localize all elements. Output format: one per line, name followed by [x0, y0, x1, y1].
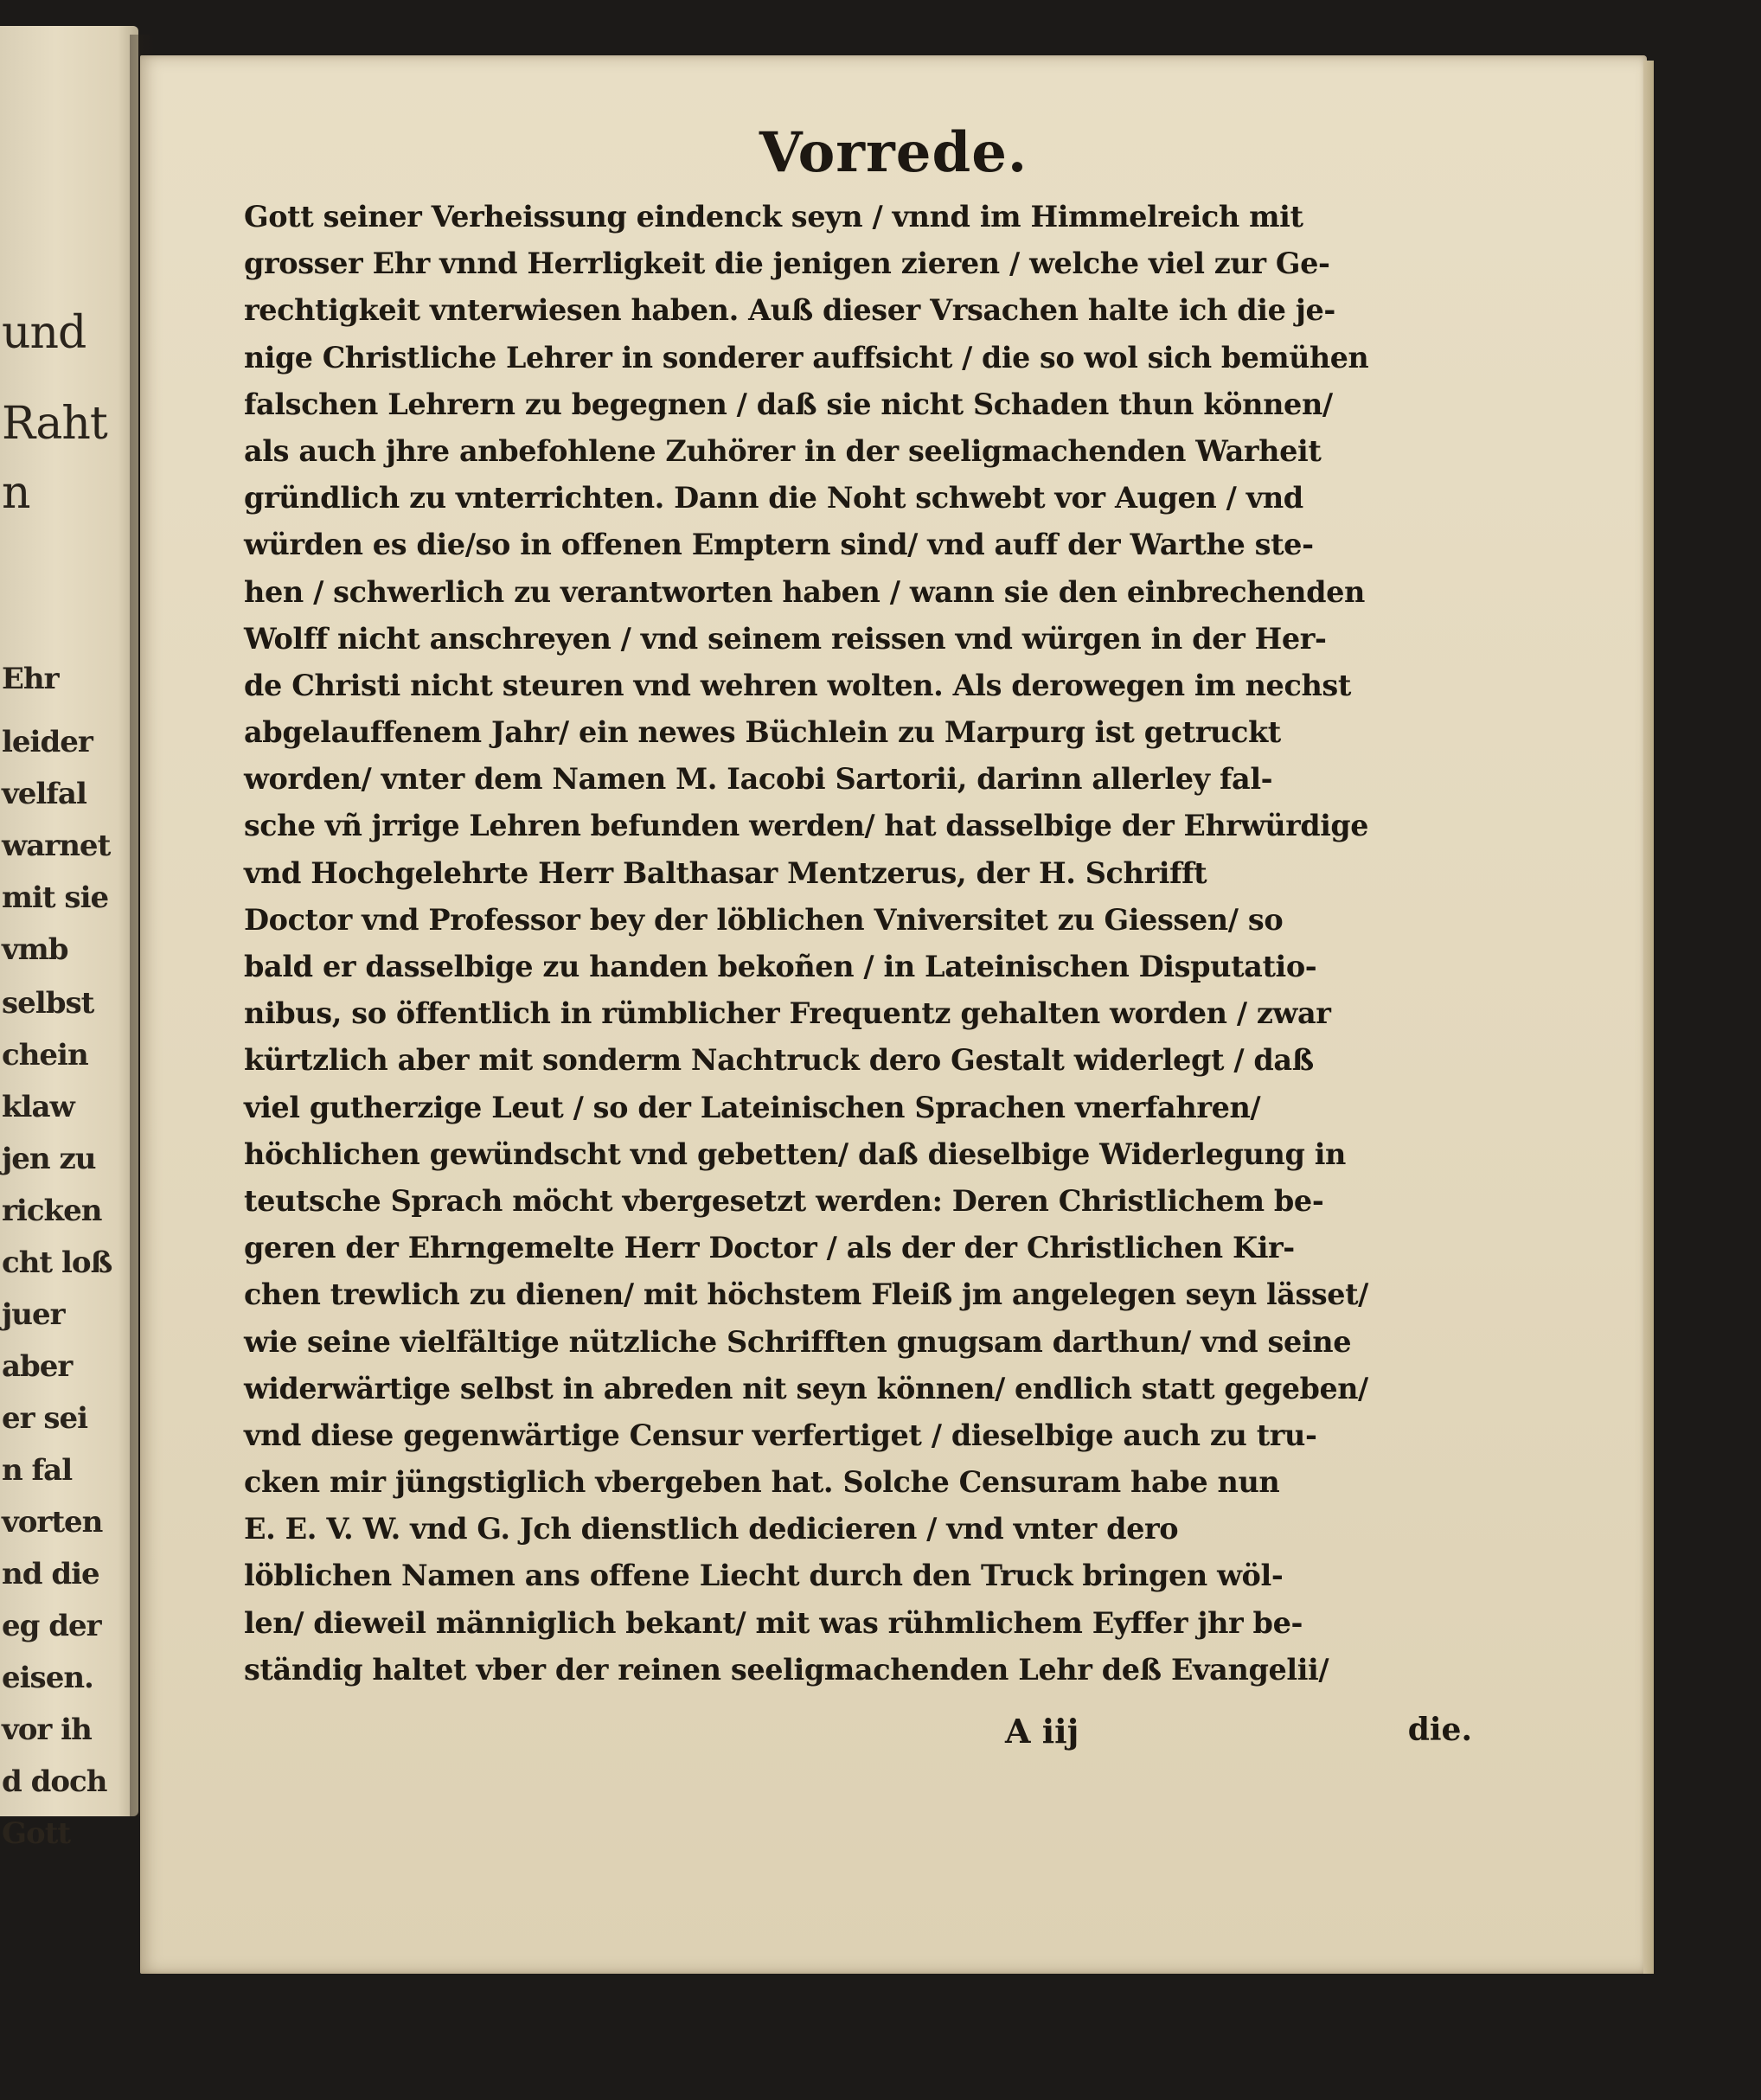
text-line: Gott seiner Verheissung eindenck seyn / vnnd im Himmelreich mit: [244, 200, 1303, 234]
left-page-fragment: selbst: [2, 986, 94, 1021]
left-page-fragment: velfal: [2, 777, 86, 811]
left-page-fragment: Ehr: [2, 662, 59, 696]
left-page-fragment: mit sie: [2, 880, 109, 915]
left-page-fragment: ricken: [2, 1194, 102, 1228]
text-line: viel gutherzige Leut / so der Lateinischen Sprachen vnerfahren/: [244, 1090, 1261, 1124]
text-line: len/ dieweil männiglich bekant/ mit was rühmlichem Eyffer jhr be-: [244, 1605, 1303, 1640]
text-line: widerwärtige selbst in abreden nit seyn können/ endlich statt gegeben/: [244, 1371, 1368, 1405]
text-line: de Christi nicht steuren vnd wehren wolten. Als derowegen im nechst: [244, 668, 1351, 702]
left-page-fragment: leider: [2, 725, 93, 759]
text-line: nibus, so öffentlich in rümblicher Frequentz gehalten worden / zwar: [244, 996, 1331, 1031]
left-page-fragment: n: [2, 467, 30, 519]
left-page-fragment: eisen.: [2, 1661, 93, 1695]
text-line: Wolff nicht anschreyen / vnd seinem reissen vnd würgen in der Her-: [244, 621, 1327, 656]
left-page-fragment: eg der: [2, 1609, 101, 1643]
signature-mark: A iij: [1005, 1712, 1079, 1751]
left-page-fragment: cht loß: [2, 1245, 112, 1280]
left-page-fragment: Raht: [2, 398, 107, 450]
left-page-fragment: klaw: [2, 1090, 74, 1124]
text-line: hen / schwerlich zu verantworten haben / wann sie den einbrechenden: [244, 574, 1365, 609]
text-line: ständig haltet vber der reinen seeligmachenden Lehr deß Evangelii/: [244, 1652, 1329, 1687]
text-line: vnd Hochgelehrte Herr Balthasar Mentzerus, der H. Schrifft: [244, 855, 1207, 890]
left-page-fragment: chein: [2, 1038, 88, 1072]
text-line: Doctor vnd Professor bey der löblichen Vniversitet zu Giessen/ so: [244, 902, 1284, 937]
text-line: gründlich zu vnterrichten. Dann die Noht schwebt vor Augen / vnd: [244, 481, 1303, 515]
text-line: worden/ vnter dem Namen M. Iacobi Sartorii, darinn allerley fal-: [244, 762, 1273, 797]
text-line: bald er dasselbige zu handen bekoñen / in Lateinischen Disputatio-: [244, 950, 1317, 983]
text-line: vnd diese gegenwärtige Censur verfertiget / dieselbige auch zu tru-: [244, 1418, 1317, 1452]
text-line: geren der Ehrngemelte Herr Doctor / als der der Christlichen Kir-: [244, 1231, 1295, 1265]
left-page-fragment: Gott: [2, 1816, 71, 1851]
running-head: Vorrede.: [759, 120, 1028, 185]
text-line: cken mir jüngstiglich vbergeben hat. Solche Censuram habe nun: [244, 1465, 1280, 1500]
left-page-fragment: warnet: [2, 829, 111, 863]
left-page-fragment: d doch: [2, 1764, 107, 1799]
text-line: als auch jhre anbefohlene Zuhörer in der seeligmachenden Warheit: [244, 433, 1322, 468]
text-line: würden es die/so in offenen Emptern sind/ vnd auff der Warthe ste-: [244, 528, 1314, 562]
text-line: chen trewlich zu dienen/ mit höchstem Fleiß jm angelegen seyn lässet/: [244, 1277, 1368, 1312]
text-line: löblichen Namen ans offene Liecht durch den Truck bringen wöl-: [244, 1559, 1284, 1593]
text-line: sche vñ jrrige Lehren befunden werden/ hat dasselbige der Ehrwürdige: [244, 809, 1369, 843]
text-line: abgelauffenem Jahr/ ein newes Büchlein zu Marpurg ist getruckt: [244, 715, 1281, 750]
left-page-fragment: vorten: [2, 1505, 103, 1540]
text-line: grosser Ehr vnnd Herrligkeit die jenigen zieren / welche viel zur Ge-: [244, 246, 1330, 281]
left-page-fragment: juer: [2, 1297, 65, 1332]
left-page-fragment: und: [2, 307, 86, 359]
text-line: kürtzlich aber mit sonderm Nachtruck dero Gestalt widerlegt / daß: [244, 1043, 1314, 1078]
text-line: teutsche Sprach möcht vbergesetzt werden: Deren Christlichem be-: [244, 1183, 1324, 1218]
page-footer: [244, 1712, 1472, 1764]
text-line: rechtigkeit vnterwiesen haben. Auß dieser Vrsachen halte ich die je-: [244, 293, 1335, 328]
text-line: E. E. V. W. vnd G. Jch dienstlich dedicieren / vnd vnter dero: [244, 1512, 1179, 1546]
text-line: höchlichen gewündscht vnd gebetten/ daß dieselbige Widerlegung in: [244, 1136, 1347, 1171]
page-edge: [1643, 61, 1654, 1974]
text-line: wie seine vielfältige nützliche Schrifften gnugsam darthun/ vnd seine: [244, 1324, 1352, 1359]
left-page-fragment: aber: [2, 1349, 73, 1384]
body-text: [244, 194, 1368, 1693]
left-page-fragment: vor ih: [2, 1713, 92, 1747]
book-page: [140, 55, 1647, 1974]
left-page-fragment: n fal: [2, 1453, 73, 1488]
text-line: falschen Lehrern zu begegnen / daß sie nicht Schaden thun können/: [244, 387, 1333, 421]
left-page-sliver: [0, 26, 138, 1851]
left-page-fragment: er sei: [2, 1401, 88, 1436]
catchword: die.: [1407, 1712, 1472, 1748]
left-page-fragment: vmb: [2, 932, 68, 967]
left-page-fragment: nd die: [2, 1557, 99, 1591]
left-page-fragment: jen zu: [2, 1142, 96, 1176]
text-line: nige Christliche Lehrer in sonderer auffsicht / die so wol sich bemühen: [244, 340, 1369, 375]
